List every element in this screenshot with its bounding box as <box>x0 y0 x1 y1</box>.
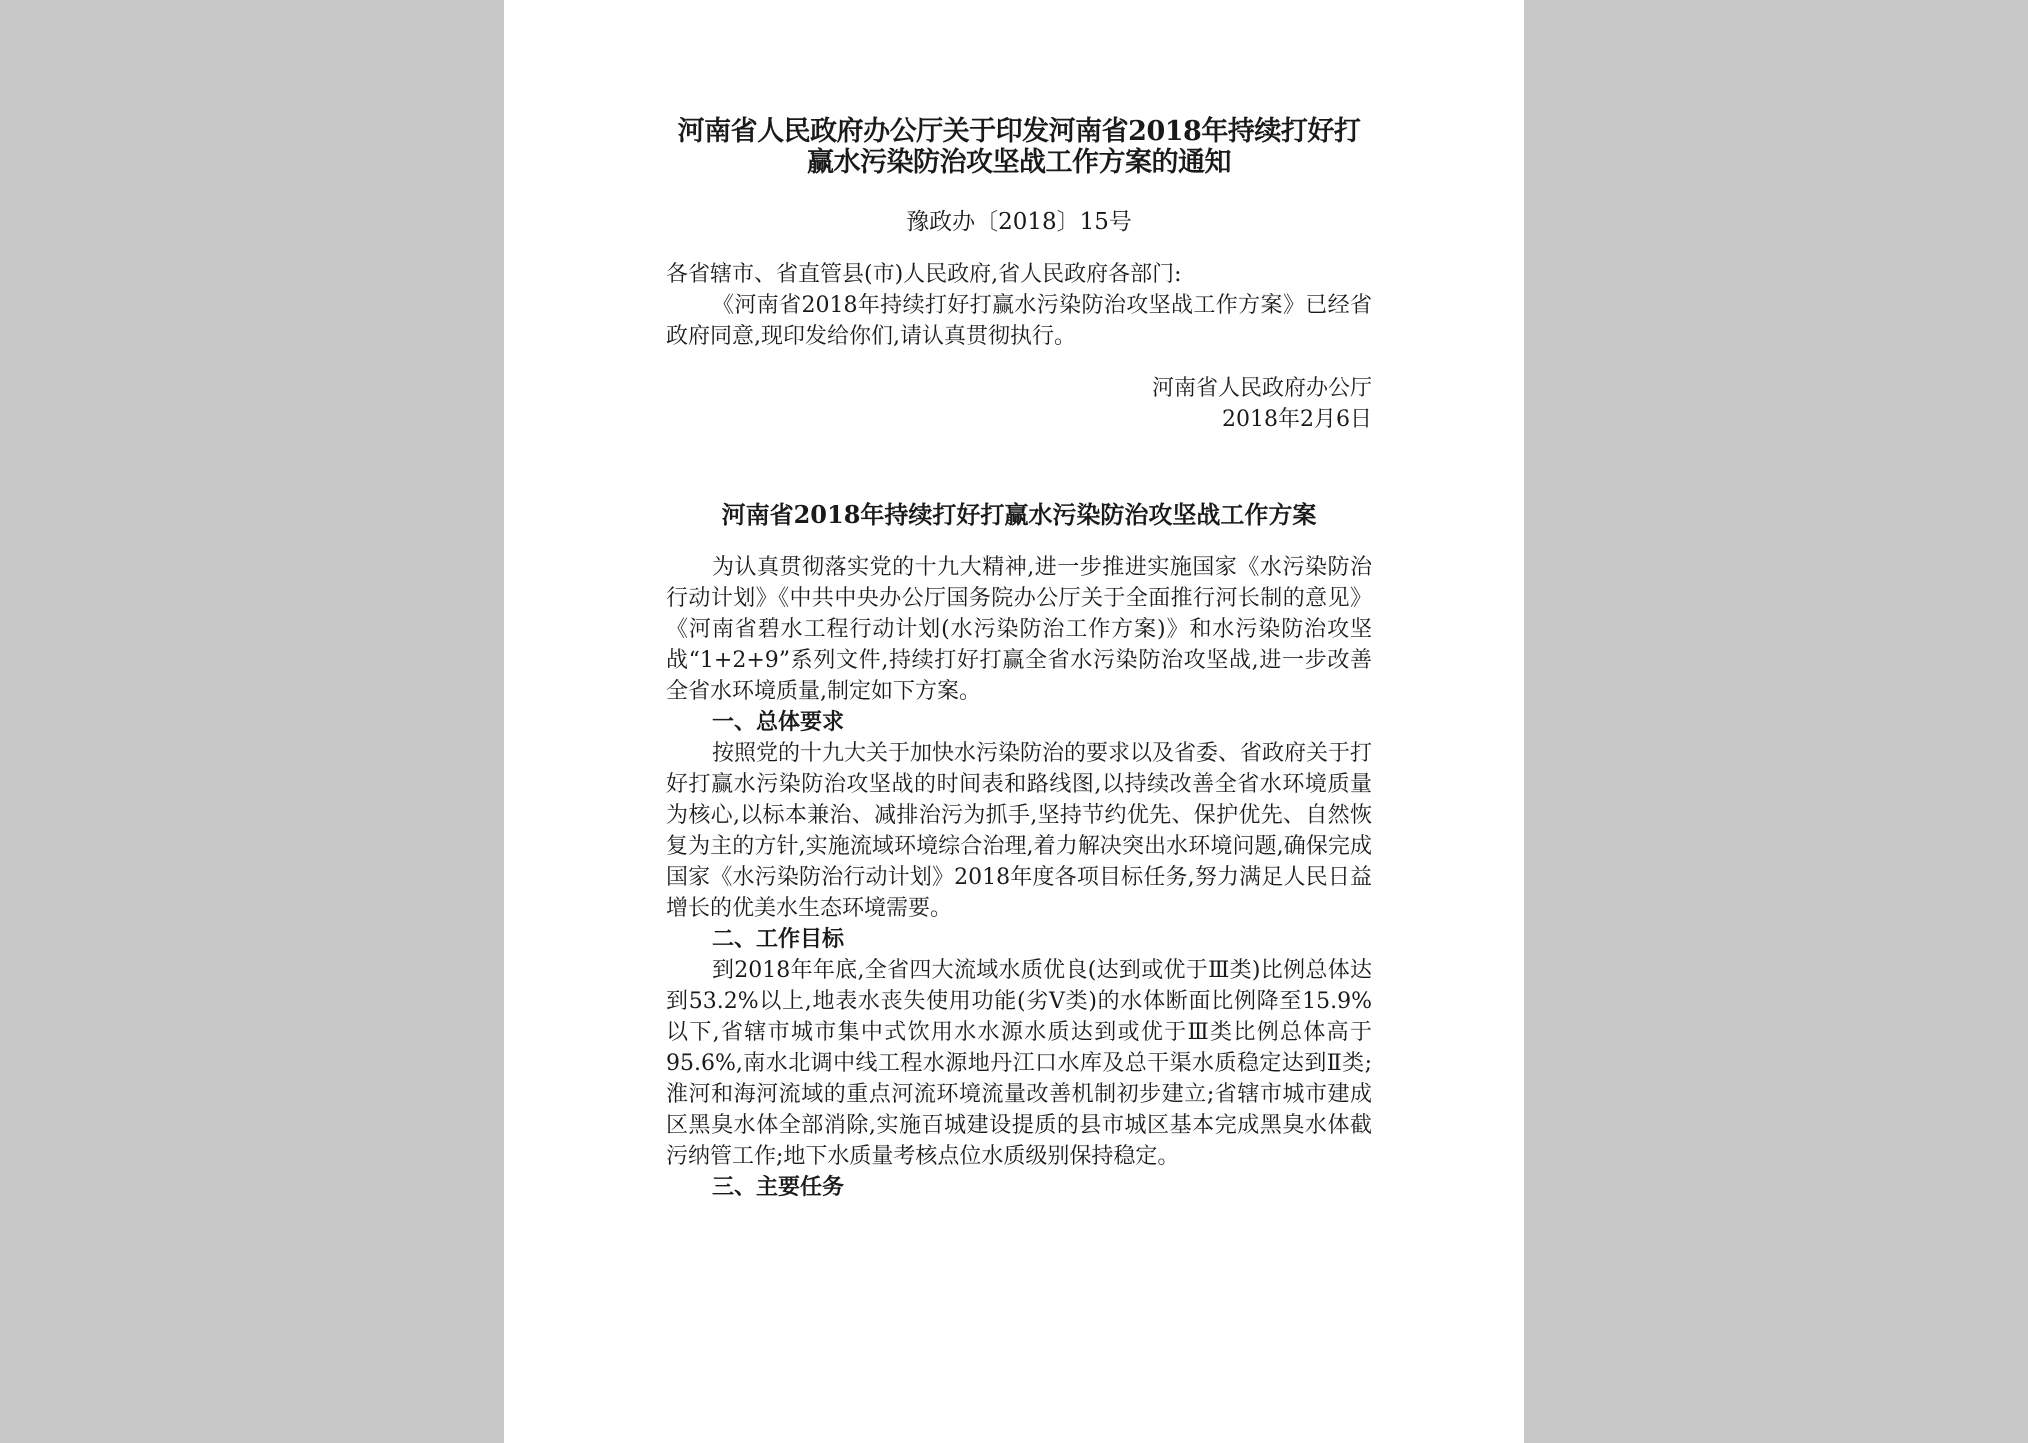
signature-block <box>666 373 1372 435</box>
document-content <box>666 116 1372 1203</box>
section-body-general-requirements: 按照党的十九大关于加快水污染防治的要求以及省委、省政府关于打好打赢水污染防治攻坚战的时间表和路线图,以持续改善全省水环境质量为核心,以标本兼治、减排治污为抓手,坚持节约优先、保护优先、自然恢复为主的方针,实施流域环境综合治理,着力解决突出水环境问题,确保完成国家《水污染防治行动计划》2018年度各项目标任务,努力满足人民日益增长的优美水生态环境需要。 <box>666 741 1373 921</box>
section-body-work-goals: 到2018年年底,全省四大流域水质优良(达到或优于Ⅲ类)比例总体达到53.2%以上,地表水丧失使用功能(劣Ⅴ类)的水体断面比例降至15.9%以下,省辖市城市集中式饮用水水源水质达到或优于Ⅲ类比例总体高于95.6%,南水北调中线工程水源地丹江口水库及总干渠水质稳定达到Ⅱ类;淮河和海河流域的重点河流环境流量改善机制初步建立;省辖市城市建成区黑臭水体全部消除,实施百城建设提质的县市城区基本完成黑臭水体截污纳管工作;地下水质量考核点位水质级别保持稳定。 <box>666 958 1372 1169</box>
section-heading-main-tasks: 三、主要任务 <box>712 1174 845 1200</box>
intro-paragraph: 为认真贯彻落实党的十九大精神,进一步推进实施国家《水污染防治行动计划》《中共中央办公厅国务院办公厅关于全面推行河长制的意见》《河南省碧水工程行动计划(水污染防治工作方案)》和水污染防治攻坚战“1+2+9”系列文件,持续打好打赢全省水污染防治攻坚战,进一步改善全省水环境质量,制定如下方案。 <box>666 555 1372 704</box>
plan-title: 河南省2018年持续打好打赢水污染防治攻坚战工作方案 <box>721 500 1317 529</box>
notice-body: 《河南省2018年持续打好打赢水污染防治攻坚战工作方案》已经省政府同意,现印发给你们,请认真贯彻执行。 <box>666 293 1372 349</box>
section-heading-work-goals: 二、工作目标 <box>712 926 845 952</box>
salutation: 各省辖市、省直管县(市)人民政府,省人民政府各部门: <box>666 262 1182 287</box>
document-title: 河南省人民政府办公厅关于印发河南省2018年持续打好打赢水污染防治攻坚战工作方案的通知 <box>677 116 1361 178</box>
issuer-name: 河南省人民政府办公厅 <box>1151 376 1372 401</box>
document-number: 豫政办〔2018〕15号 <box>906 209 1132 235</box>
issue-date: 2018年2月6日 <box>1222 407 1372 432</box>
document-page <box>504 0 1524 1443</box>
section-heading-general-requirements: 一、总体要求 <box>712 709 845 735</box>
